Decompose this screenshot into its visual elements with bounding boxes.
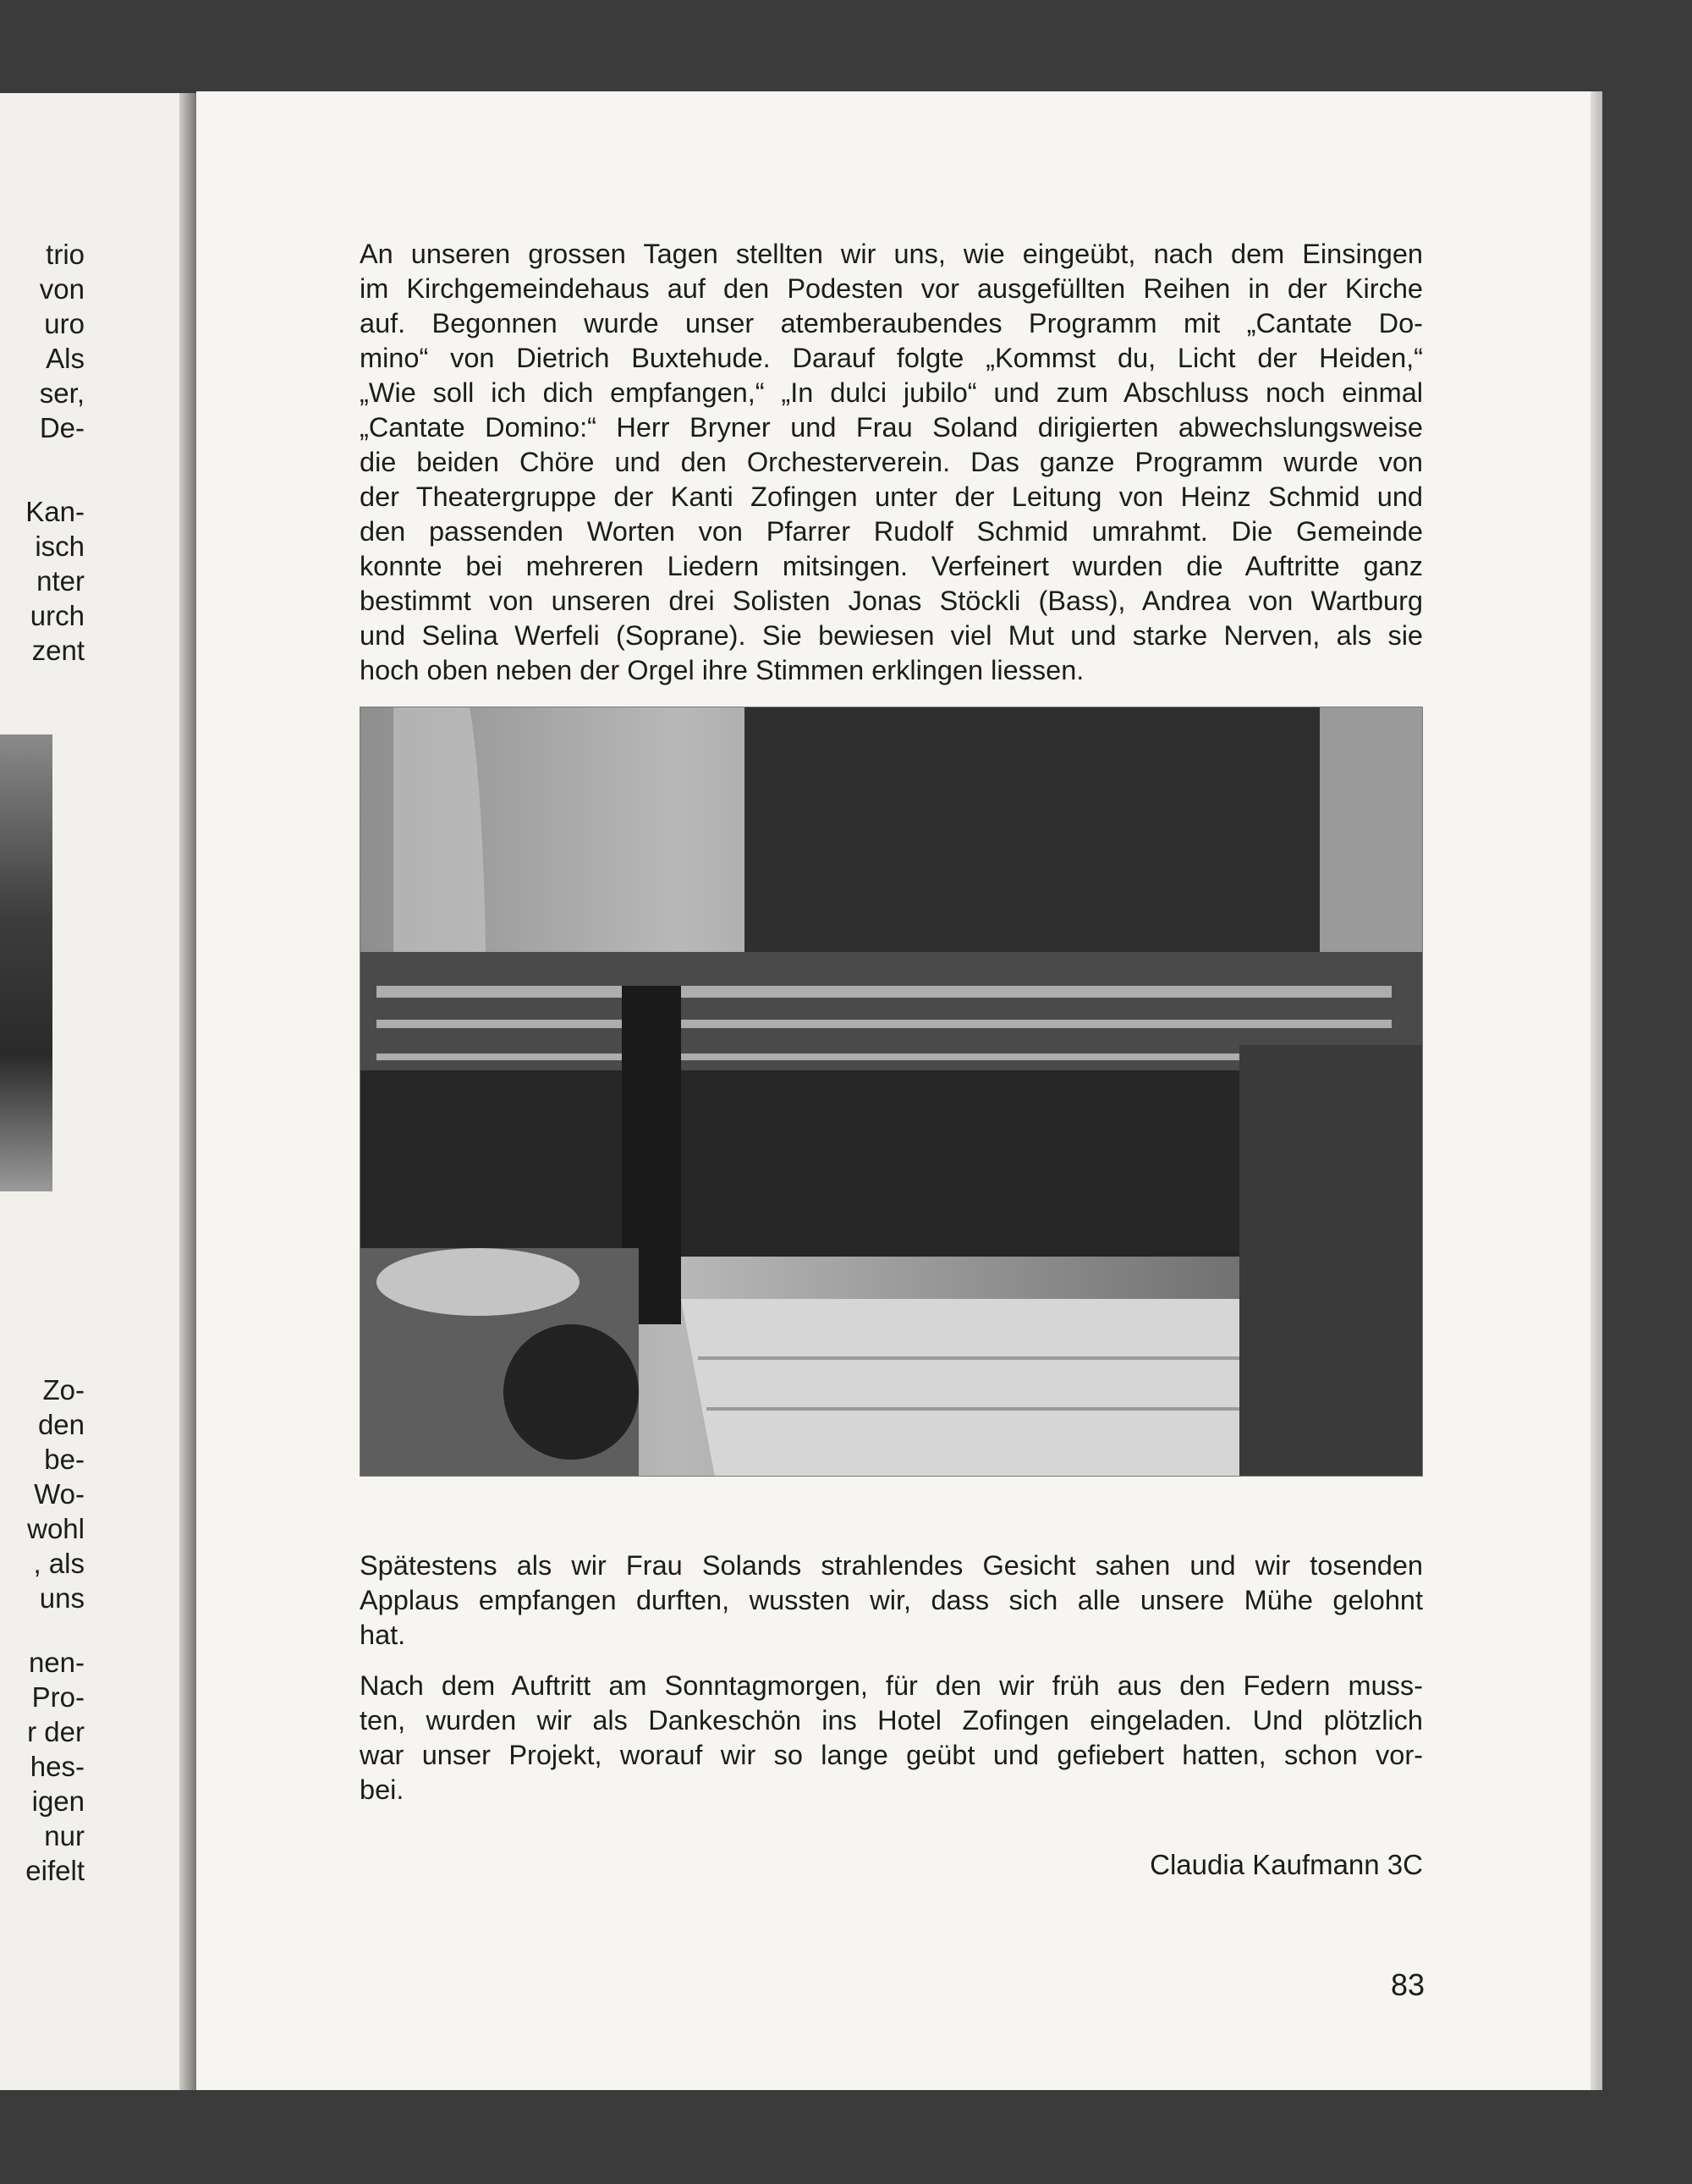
text-line: An unseren grossen Tagen stellten wir uns, wie eingeübt, nach dem Einsingen (360, 239, 1423, 269)
concert-photo (360, 707, 1423, 1477)
text-fragment: nen- (28, 1647, 85, 1678)
page-number: 83 (1390, 1967, 1425, 2002)
text-fragment: Wo- (34, 1478, 85, 1510)
text-line: konnte bei mehreren Liedern mitsingen. Verfeinert wurden die Auftritte ganz (360, 551, 1423, 581)
text-line: und Selina Werfeli (Soprane). Sie bewiesen viel Mut und starke Nerven, als sie (360, 620, 1423, 651)
text-line: war unser Projekt, worauf wir so lange geübt und gefiebert hatten, schon vor- (360, 1740, 1423, 1770)
text-line: der Theatergruppe der Kanti Zofingen unter der Leitung von Heinz Schmid und (360, 481, 1423, 512)
text-fragment: be- (44, 1444, 85, 1475)
text-line: ten, wurden wir als Dankeschön ins Hotel Zofingen eingeladen. Und plötzlich (360, 1705, 1423, 1736)
text-fragment: nter (36, 565, 85, 597)
paragraph-1 (360, 237, 1423, 688)
text-line: Spätestens als wir Frau Solands strahlendes Gesicht sahen und wir tosenden (360, 1550, 1423, 1581)
text-fragment: hes- (30, 1751, 85, 1782)
text-fragment: wohl (27, 1513, 85, 1544)
text-line: die beiden Chöre und den Orchesterverein. Das ganze Programm wurde von (360, 447, 1423, 477)
text-fragment: uro (44, 308, 85, 339)
left-column-fragments-bottom (0, 1373, 85, 1615)
left-page-photo (0, 734, 52, 1191)
text-line: bei. (360, 1774, 404, 1805)
text-fragment: den (37, 1409, 85, 1440)
text-fragment: r der (27, 1716, 85, 1747)
text-fragment: isch (35, 531, 85, 562)
choir-orchestra-photo-image (360, 707, 1423, 1477)
text-line: Applaus empfangen durften, wussten wir, dass sich alle unsere Mühe gelohnt (360, 1585, 1423, 1615)
text-fragment: Pro- (31, 1681, 85, 1713)
text-line: im Kirchgemeindehaus auf den Podesten vor ausgefüllten Reihen in der Kirche (360, 273, 1423, 304)
text-line: „Cantate Domino:“ Herr Bryner und Frau Soland dirigierten abwechslungsweise (360, 412, 1423, 443)
text-line: hoch oben neben der Orgel ihre Stimmen erklingen liessen. (360, 655, 1085, 685)
text-fragment: igen (31, 1785, 85, 1817)
text-fragment: urch (30, 600, 85, 631)
text-fragment: eifelt (25, 1855, 85, 1886)
page-edge (1590, 91, 1602, 2090)
text-fragment: Zo- (42, 1374, 85, 1406)
text-fragment: Als (46, 343, 85, 374)
text-line: Nach dem Auftritt am Sonntagmorgen, für den wir früh aus den Federn muss- (360, 1670, 1423, 1701)
text-fragment: trio (46, 239, 85, 270)
left-column-fragments-top (0, 237, 85, 445)
paragraph-2 (360, 1549, 1423, 1653)
text-fragment: De- (39, 412, 85, 443)
text-line: den passenden Worten von Pfarrer Rudolf Schmid umrahmt. Die Gemeinde (360, 516, 1423, 547)
text-fragment: uns (39, 1582, 85, 1614)
text-fragment: von (39, 273, 85, 305)
text-fragment: , als (33, 1548, 85, 1579)
text-line: auf. Begonnen wurde unser atemberaubendes Programm mit „Cantate Do- (360, 308, 1423, 338)
paragraph-3 (360, 1669, 1423, 1807)
text-line: mino“ von Dietrich Buxtehude. Darauf folgte „Kommst du, Licht der Heiden,“ (360, 343, 1423, 373)
text-line: bestimmt von unseren drei Solisten Jonas Stöckli (Bass), Andrea von Wartburg (360, 586, 1423, 616)
author-signature: Claudia Kaufmann 3C (1150, 1849, 1423, 1880)
text-fragment: zent (31, 635, 85, 666)
text-line: hat. (360, 1620, 406, 1650)
text-fragment: Kan- (25, 496, 85, 527)
left-column-fragments-end (0, 1645, 85, 1888)
left-column-fragments-mid (0, 494, 85, 668)
text-line: „Wie soll ich dich empfangen,“ „In dulci jubilo“ und zum Abschluss noch einmal (360, 377, 1423, 408)
text-fragment: ser, (39, 377, 85, 409)
text-fragment: nur (44, 1820, 85, 1851)
